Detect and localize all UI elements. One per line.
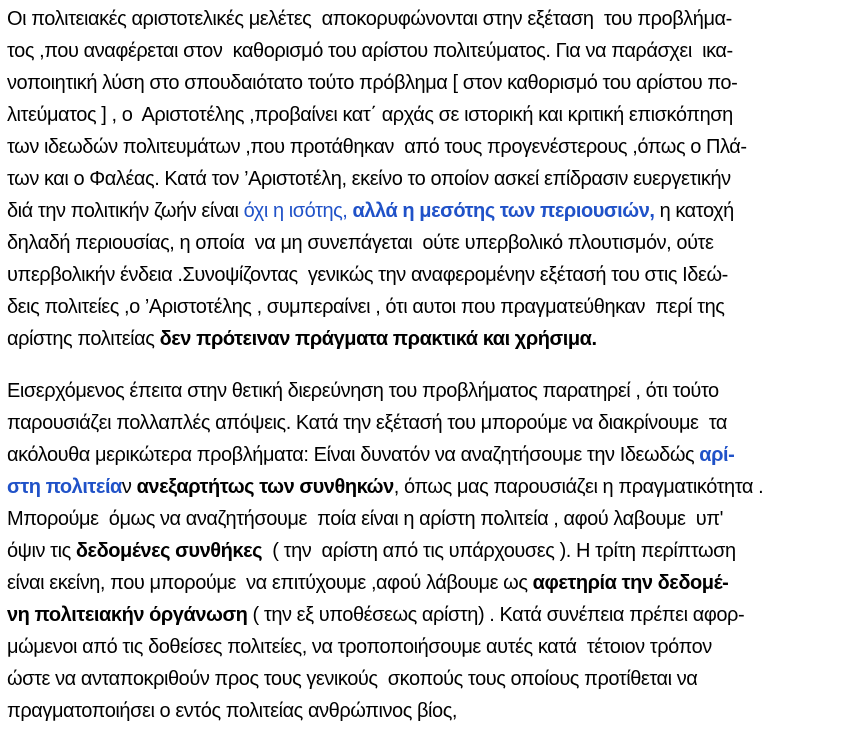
text-line bbox=[7, 663, 839, 695]
blue-bold-text-segment: στη πολιτεία bbox=[7, 476, 122, 498]
text-segment: παρουσιάζει πολλαπλές απόψεις. Κατά την εξέτασή του μπορούμε να διακρίνουμε τα bbox=[7, 412, 727, 434]
text-segment: ( την αρίστη από τις υπάρχουσες ). Η τρίτη περίπτωση bbox=[262, 540, 736, 562]
text-segment: δεις πολιτείες ,ο ’Αριστοτέλης , συμπεραίνει , ότι αυτοι που πραγματεύθηκαν περί της bbox=[7, 296, 725, 318]
text-segment: διά την πολιτικήν ζωήν είναι bbox=[7, 200, 244, 222]
blue-bold-text-segment: αλλά η μεσότης των περιουσιών, bbox=[352, 200, 655, 222]
text-line bbox=[7, 3, 839, 35]
text-segment: δηλαδή περιουσίας, η οποία να μη συνεπάγεται ούτε υπερβολικό πλουτισμόν, ούτε bbox=[7, 232, 714, 254]
text-line bbox=[7, 471, 839, 503]
text-line bbox=[7, 375, 839, 407]
text-segment: , όπως μας παρουσιάζει η πραγματικότητα . bbox=[393, 476, 764, 498]
bold-text-segment: αφετηρία την δεδομέ- bbox=[532, 572, 729, 594]
paragraph bbox=[7, 375, 839, 727]
text-segment: πραγματοποιήσει ο εντός πολιτείας ανθρώπινος βίος, bbox=[7, 700, 458, 722]
text-segment: ώστε να ανταποκριθούν προς τους γενικούς σκοπούς τους οποίους προτίθεται να bbox=[7, 668, 698, 690]
text-line bbox=[7, 535, 839, 567]
text-segment: τος ,που αναφέρεται στον καθορισμό του αρίστου πολιτεύματος. Για να παράσχει ικα- bbox=[7, 40, 733, 62]
text-line bbox=[7, 195, 839, 227]
text-line bbox=[7, 695, 839, 727]
text-segment: Μπορούμε όμως να αναζητήσουμε ποία είναι η αρίστη πολιτεία , αφού λαβουμε υπ' bbox=[7, 508, 723, 530]
text-line bbox=[7, 227, 839, 259]
text-segment: ( την εξ υποθέσεως αρίστη) . Κατά συνέπεια πρέπει αφορ- bbox=[247, 604, 745, 626]
blue-bold-text-segment: αρί- bbox=[699, 444, 735, 466]
text-line bbox=[7, 35, 839, 67]
text-segment: λιτεύματος ] , ο Αριστοτέλης ,προβαίνει κατ΄ αρχάς σε ιστορική και κριτική επισκόπηση bbox=[7, 104, 733, 126]
text-segment: ν bbox=[121, 476, 137, 498]
text-line bbox=[7, 599, 839, 631]
text-segment: των και ο Φαλέας. Κατά τον ’Αριστοτέλη, εκείνο το οποίον ασκεί επίδρασιν ευεργετικήν bbox=[7, 168, 731, 190]
text-line bbox=[7, 163, 839, 195]
text-line bbox=[7, 439, 839, 471]
bold-text-segment: νη πολιτειακήν όργάνωση bbox=[7, 604, 248, 626]
text-segment: όψιν τις bbox=[7, 540, 76, 562]
text-segment: των ιδεωδών πολιτευμάτων ,που προτάθηκαν από τους προγενέστερους ,όπως ο Πλά- bbox=[7, 136, 747, 158]
text-segment: υπερβολικήν ένδεια .Συνοψίζοντας γενικώς την αναφερομένην εξέτασή του στις Ιδεώ- bbox=[7, 264, 728, 286]
text-line bbox=[7, 503, 839, 535]
text-line bbox=[7, 291, 839, 323]
text-line bbox=[7, 259, 839, 291]
paragraph bbox=[7, 3, 839, 355]
text-line bbox=[7, 407, 839, 439]
bold-text-segment: δεδομένες συνθήκες bbox=[75, 540, 263, 562]
text-line bbox=[7, 99, 839, 131]
text-segment: η κατοχή bbox=[654, 200, 734, 222]
text-segment: μώμενοι από τις δοθείσες πολιτείες, να τροποποιήσουμε αυτές κατά τέτοιον τρόπον bbox=[7, 636, 712, 658]
blue-text-segment: όχι η ισότης, bbox=[243, 200, 348, 222]
text-line bbox=[7, 323, 839, 355]
text-segment: Οι πολιτειακές αριστοτελικές μελέτες αποκορυφώνονται στην εξέταση του προβλήμα- bbox=[7, 8, 732, 30]
text-segment: νοποιητική λύση στο σπουδαιότατο τούτο πρόβλημα [ στον καθορισμό του αρίστου πο- bbox=[7, 72, 738, 94]
text-segment: ακόλουθα μερικώτερα προβλήματα: Είναι δυνατόν να αναζητήσουμε την Ιδεωδώς bbox=[7, 444, 700, 466]
bold-text-segment: ανεξαρτήτως των συνθηκών bbox=[136, 476, 394, 498]
text-segment: αρίστης πολιτείας bbox=[7, 328, 160, 350]
text-segment: είναι εκείνη, που μπορούμε να επιτύχουμε ,αφού λάβουμε ως bbox=[7, 572, 533, 594]
text-line bbox=[7, 567, 839, 599]
text-line bbox=[7, 67, 839, 99]
bold-text-segment: δεν πρότειναν πράγματα πρακτικά και χρήσιμα. bbox=[159, 328, 597, 350]
document-body bbox=[7, 3, 839, 727]
text-line bbox=[7, 631, 839, 663]
text-line bbox=[7, 131, 839, 163]
text-segment: Εισερχόμενος έπειτα στην θετική διερεύνηση του προβλήματος παρατηρεί , ότι τούτο bbox=[7, 380, 719, 402]
